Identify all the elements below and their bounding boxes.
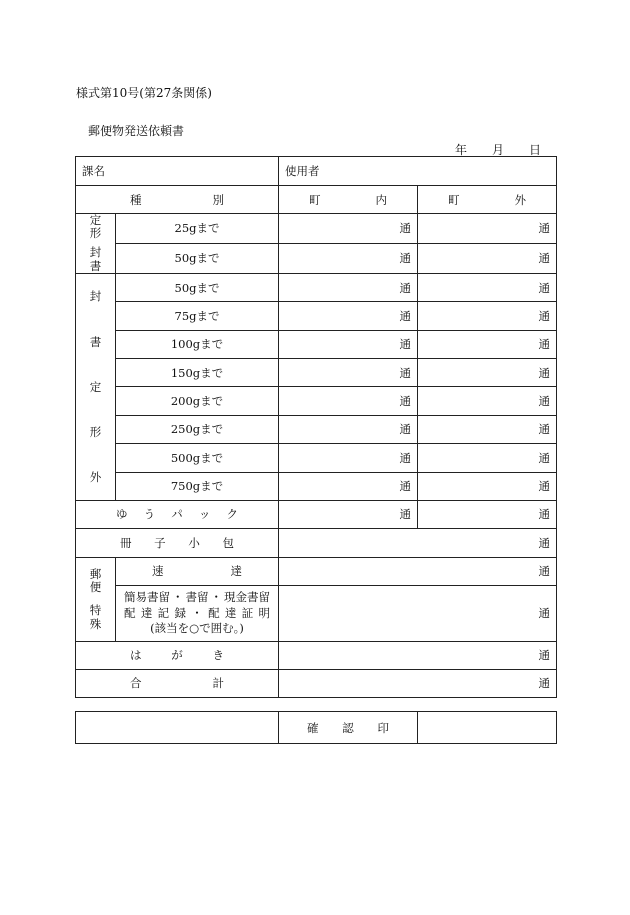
outside-count-cell[interactable]: 通 [418, 472, 557, 500]
registered-label: 簡易書留 ・ 書留 ・ 現金書留 配 達 記 録 ・ 配 達 証 明 (該当を○で囲む。) [116, 585, 279, 641]
outside-count-cell[interactable]: 通 [418, 500, 557, 528]
express-count-cell[interactable]: 通 [279, 557, 557, 585]
inside-count-cell[interactable]: 通 [279, 500, 418, 528]
postcard-count-cell[interactable]: 通 [279, 641, 557, 669]
inside-header: 町 内 [279, 186, 418, 214]
teikeigai-row-label: 75gまで [116, 302, 279, 330]
inside-count-cell[interactable]: 通 [279, 387, 418, 415]
registered-note: (該当を○で囲む。) [150, 621, 244, 636]
teikeigai-row-label: 100gまで [116, 330, 279, 358]
inside-count-cell[interactable]: 通 [279, 214, 418, 244]
department-label: 課名 [82, 164, 105, 178]
teikeigai-row-label: 500gまで [116, 444, 279, 472]
outside-count-cell[interactable]: 通 [418, 444, 557, 472]
confirmation-blank-cell[interactable] [76, 712, 279, 744]
seal-cell[interactable] [418, 712, 557, 744]
inside-count-cell[interactable]: 通 [279, 359, 418, 387]
kind-header: 種 別 [76, 186, 279, 214]
total-label: 合 計 [76, 669, 279, 697]
registered-count-cell[interactable]: 通 [279, 585, 557, 641]
total-count-cell[interactable]: 通 [279, 669, 557, 697]
booklet-label: 冊 子 小 包 [76, 528, 279, 557]
outside-count-cell[interactable]: 通 [418, 302, 557, 330]
yupack-label: ゆ う パ ッ ク [76, 500, 279, 528]
outside-count-cell[interactable]: 通 [418, 359, 557, 387]
express-label: 速 達 [116, 557, 279, 585]
inside-count-cell[interactable]: 通 [279, 415, 418, 443]
teikeigai-row-label: 750gまで [116, 472, 279, 500]
outside-count-cell[interactable]: 通 [418, 415, 557, 443]
postcard-label: は が き [76, 641, 279, 669]
teikeigai-row-label: 250gまで [116, 415, 279, 443]
postal-request-table [75, 156, 557, 698]
teikei-row-label: 50gまで [116, 243, 279, 273]
teikei-group-label: 定 形 封 書 [76, 214, 116, 274]
special-group-label: 郵 便 特 殊 [76, 557, 116, 641]
year-label: 年 [455, 143, 468, 157]
outside-count-cell[interactable]: 通 [418, 387, 557, 415]
outside-count-cell[interactable]: 通 [418, 330, 557, 358]
document-title: 郵便物発送依頼書 [88, 124, 185, 138]
user-label: 使用者 [285, 164, 320, 178]
month-label: 月 [492, 143, 505, 157]
outside-header: 町 外 [418, 186, 557, 214]
outside-count-cell[interactable]: 通 [418, 214, 557, 244]
booklet-count-cell[interactable]: 通 [279, 528, 557, 557]
teikeigai-row-label: 150gまで [116, 359, 279, 387]
outside-count-cell[interactable]: 通 [418, 243, 557, 273]
inside-count-cell[interactable]: 通 [279, 472, 418, 500]
inside-count-cell[interactable]: 通 [279, 444, 418, 472]
inside-count-cell[interactable]: 通 [279, 330, 418, 358]
teikeigai-row-label: 200gまで [116, 387, 279, 415]
teikei-row-label: 25gまで [116, 214, 279, 244]
department-cell[interactable] [76, 157, 279, 186]
day-label: 日 [529, 143, 542, 157]
inside-count-cell[interactable]: 通 [279, 243, 418, 273]
form-number: 様式第10号(第27条関係) [76, 86, 212, 100]
inside-count-cell[interactable]: 通 [279, 273, 418, 301]
user-cell[interactable] [279, 157, 557, 186]
inside-count-cell[interactable]: 通 [279, 302, 418, 330]
teikeigai-row-label: 50gまで [116, 273, 279, 301]
outside-count-cell[interactable]: 通 [418, 273, 557, 301]
confirmation-table [75, 711, 557, 744]
seal-label: 確 認 印 [279, 712, 418, 744]
teikeigai-group-label: 封 書 定 形 外 [76, 273, 116, 500]
